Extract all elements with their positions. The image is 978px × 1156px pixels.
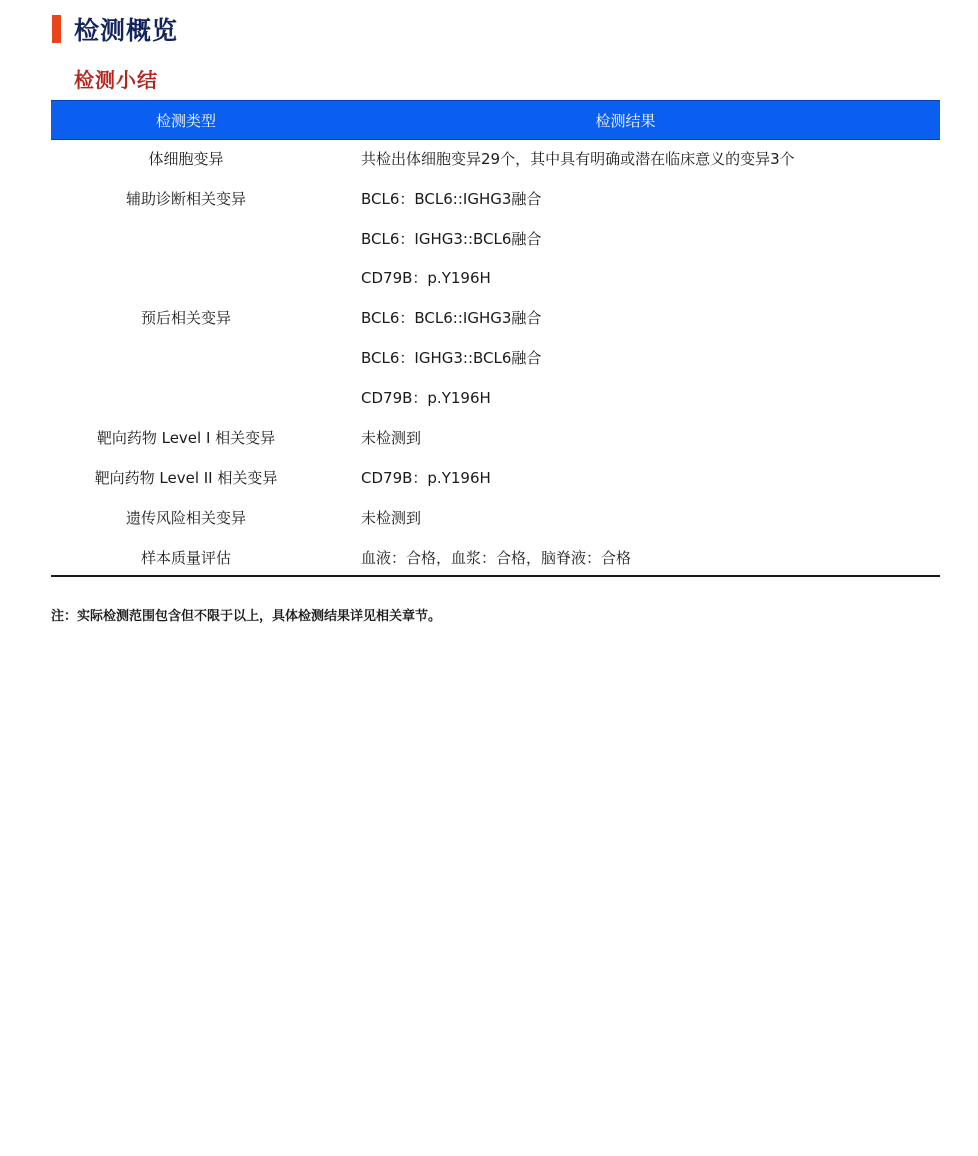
title-marker [52,15,61,43]
page-header [52,12,178,46]
result-cell-sample-quality: 血液：合格，血浆：合格，脑脊液：合格 [361,549,632,567]
result-cell-diagnostic-1: BCL6：BCL6::IGHG3融合 [361,190,542,208]
result-cell-somatic-summary: 共检出体细胞变异29个，其中具有明确或潜在临床意义的变异3个 [361,150,795,168]
result-cell-prognostic-3: CD79B：p.Y196H [361,389,491,407]
column-header-type: 检测类型 [155,111,216,130]
result-cell-targeted-level2: CD79B：p.Y196H [361,469,491,487]
type-cell-somatic: 体细胞变异 [148,150,224,168]
result-cell-diagnostic-2: BCL6：IGHG3::BCL6融合 [361,230,542,248]
table-header [51,100,940,140]
type-cell-germline-risk: 遗传风险相关变异 [125,509,246,527]
type-cell-prognostic: 预后相关变异 [140,309,231,327]
section-title: 检测小结 [74,68,158,92]
type-cell-diagnostic: 辅助诊断相关变异 [125,190,246,208]
result-cell-germline-risk: 未检测到 [361,509,422,527]
type-cell-targeted-level2: 靶向药物 Level II 相关变异 [94,469,278,487]
type-cell-targeted-level1: 靶向药物 Level I 相关变异 [96,429,276,447]
result-cell-diagnostic-3: CD79B：p.Y196H [361,269,491,287]
result-cell-prognostic-1: BCL6：BCL6::IGHG3融合 [361,309,542,327]
table-bottom-rule [51,575,940,577]
table-body [51,140,940,577]
column-header-result: 检测结果 [595,111,656,130]
result-cell-targeted-level1: 未检测到 [361,429,422,447]
result-cell-prognostic-2: BCL6：IGHG3::BCL6融合 [361,349,542,367]
page-title: 检测概览 [74,16,179,45]
type-cell-sample-quality: 样本质量评估 [140,549,231,567]
summary-table [51,100,940,577]
footnote: 注：实际检测范围包含但不限于以上，具体检测结果详见相关章节。 [51,609,442,624]
